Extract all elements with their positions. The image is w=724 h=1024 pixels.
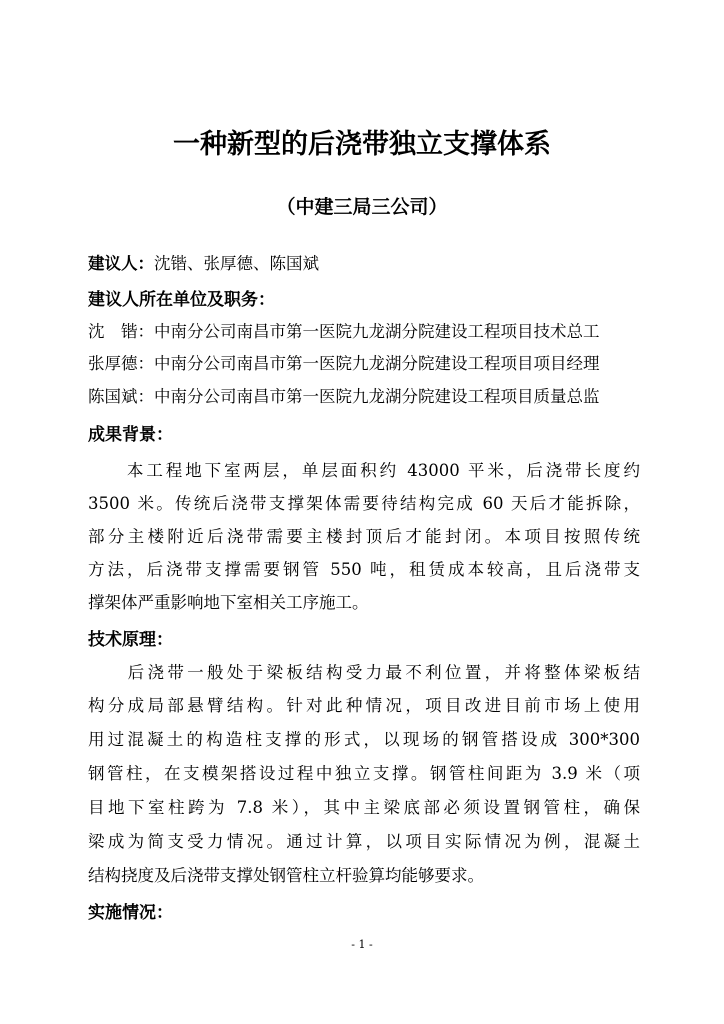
principle-heading: 技术原理： [88, 630, 173, 650]
background-line-1: 本工程地下室两层，单层面积约 43000 平米，后浇带长度约 [88, 461, 640, 480]
background-line-2: 3500 米。传统后浇带支撑架体需要待结构完成 60 天后才能拆除， [88, 494, 640, 513]
background-heading: 成果背景： [88, 425, 173, 445]
background-line-3: 部分主楼附近后浇带需要主楼封顶后才能封闭。本项目按照传统 [88, 527, 640, 546]
proposers-line [88, 250, 640, 274]
document-title: 一种新型的后浇带独立支撑体系 [173, 129, 551, 160]
affiliation-line-1: 沈 锴：中南分公司南昌市第一医院九龙湖分院建设工程项目技术总工 [88, 322, 600, 341]
principle-line-2: 构分成局部悬臂结构。针对此种情况，项目改进目前市场上使用 [88, 696, 640, 715]
proposers-value: 沈锴、张厚德、陈国斌 [154, 254, 319, 273]
background-line-4: 方法，后浇带支撑需要钢管 550 吨，租赁成本较高，且后浇带支 [88, 560, 640, 579]
principle-line-5: 目地下室柱跨为 7.8 米），其中主梁底部必须设置钢管柱，确保 [88, 798, 640, 817]
implementation-heading: 实施情况： [88, 903, 173, 923]
background-line-5: 撑架体严重影响地下室相关工序施工。 [88, 593, 369, 612]
principle-line-1: 后浇带一般处于梁板结构受力最不利位置，并将整体梁板结 [88, 663, 640, 682]
proposers-label: 建议人： [88, 254, 154, 273]
page-number: - 1 - [351, 938, 373, 951]
principle-line-6: 梁成为简支受力情况。通过计算，以项目实际情况为例，混凝土 [88, 832, 640, 851]
principle-line-7: 结构挠度及后浇带支撑处钢管柱立杆验算均能够要求。 [88, 866, 484, 885]
principle-line-4: 钢管柱，在支模架搭设过程中独立支撑。钢管柱间距为 3.9 米（项 [88, 764, 640, 783]
affiliation-line-2: 张厚德：中南分公司南昌市第一医院九龙湖分院建设工程项目项目经理 [88, 354, 600, 373]
affiliation-line-3: 陈国斌：中南分公司南昌市第一医院九龙湖分院建设工程项目质量总监 [88, 387, 600, 406]
principle-line-3: 用过混凝土的构造柱支撑的形式，以现场的钢管搭设成 300*300 [88, 730, 640, 749]
affiliation-heading: 建议人所在单位及职务： [88, 290, 275, 310]
organization-subtitle: （中建三局三公司） [276, 196, 448, 218]
